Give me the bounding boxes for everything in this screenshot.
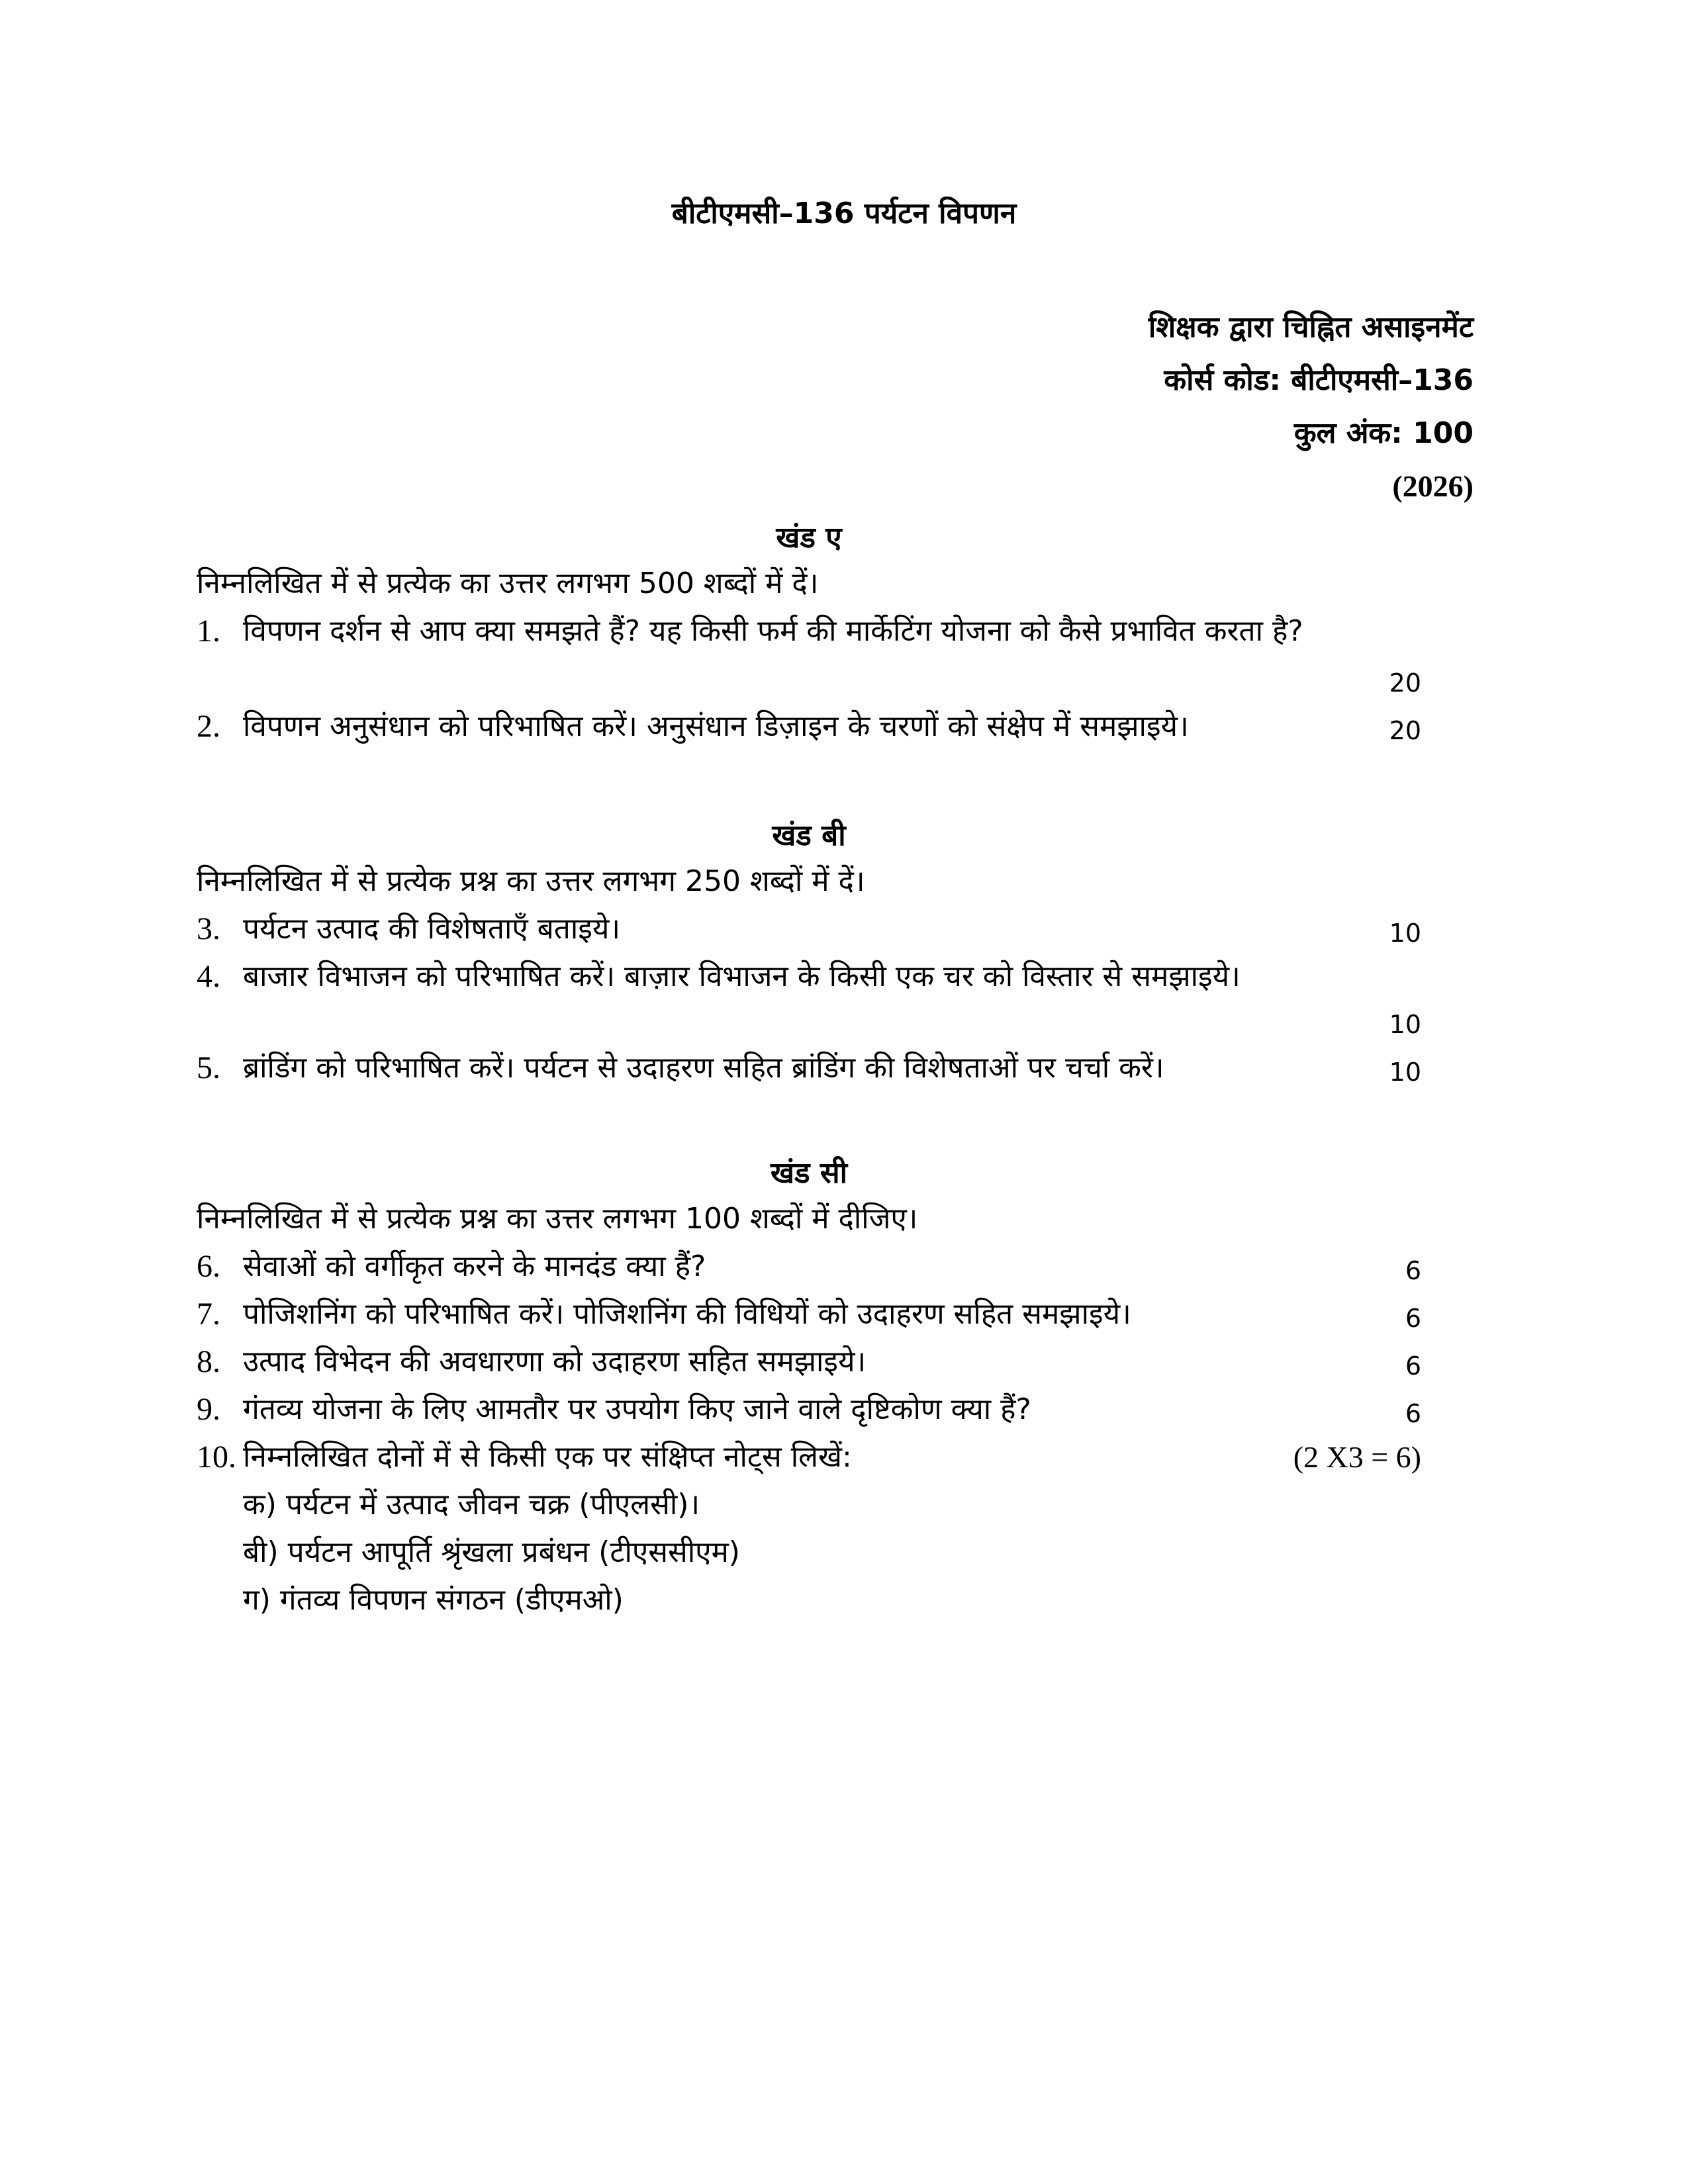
question [197, 1386, 1421, 1433]
question-number: 8. [197, 1344, 220, 1379]
question [197, 905, 1421, 953]
question [197, 1433, 1421, 1481]
question-text: विपणन अनुसंधान को परिभाषित करें। अनुसंधान डिज़ाइन के चरणों को संक्षेप में समझाइये। [243, 709, 1189, 743]
question [197, 1291, 1421, 1338]
section-heading: खंड सी [771, 1156, 847, 1190]
year: (2026) [1392, 469, 1474, 503]
sub-item: ग) गंतव्य विपणन संगठन (डीएमओ) [243, 1583, 624, 1617]
question-number: 5. [197, 1050, 220, 1085]
question-text: बाजार विभाजन को परिभाषित करें। बाज़ार विभाजन के किसी एक चर को विस्तार से समझाइये। [243, 960, 1241, 993]
question-number: 9. [197, 1392, 220, 1427]
question-marks: 10 [1389, 919, 1421, 948]
section-instruction: निम्नलिखित में से प्रत्येक प्रश्न का उत्तर लगभग 250 शब्दों में दें। [197, 864, 865, 898]
sub-item: बी) पर्यटन आपूर्ति श्रृंखला प्रबंधन (टीएससीएम) [243, 1535, 740, 1569]
question-text: विपणन दर्शन से आप क्या समझते हैं? यह किसी फर्म की मार्केटिंग योजना को कैसे प्रभावित करता है? [243, 614, 1303, 648]
course-code: कोर्स कोड: बीटीएमसी–136 [1164, 363, 1474, 397]
question-number: 6. [197, 1249, 220, 1284]
question-number: 1. [197, 614, 220, 649]
question-number: 7. [197, 1297, 220, 1332]
assignment-type: शिक्षक द्वारा चिह्नित असाइनमेंट [1148, 310, 1474, 344]
section-heading: खंड बी [772, 819, 846, 852]
question [197, 1338, 1421, 1386]
question-marks: (2 X3 = 6) [1293, 1440, 1421, 1474]
section-b [197, 814, 1421, 1092]
question-text: गंतव्य योजना के लिए आमतौर पर उपयोग किए जाने वाले दृष्टिकोण क्या हैं? [243, 1392, 1031, 1426]
total-marks: कुल अंक: 100 [1293, 416, 1474, 450]
question-marks: 6 [1405, 1351, 1421, 1381]
question-marks: 10 [1389, 1010, 1421, 1039]
section-instruction: निम्नलिखित में से प्रत्येक का उत्तर लगभग 500 शब्दों में दें। [197, 567, 819, 600]
section-heading: खंड ए [776, 521, 842, 555]
question-marks: 6 [1405, 1399, 1421, 1428]
question [197, 608, 1421, 703]
question [197, 953, 1421, 1044]
question-text: पर्यटन उत्पाद की विशेषताएँ बताइये। [243, 912, 621, 946]
question-text: उत्पाद विभेदन की अवधारणा को उदाहरण सहित समझाइये। [243, 1345, 867, 1379]
question [197, 1044, 1421, 1092]
section-instruction: निम्नलिखित में से प्रत्येक प्रश्न का उत्तर लगभग 100 शब्दों में दीजिए। [197, 1202, 918, 1236]
question-marks: 6 [1405, 1256, 1421, 1285]
question-marks: 20 [1389, 668, 1421, 698]
question-marks: 20 [1389, 716, 1421, 745]
question-marks: 6 [1405, 1304, 1421, 1333]
question-number: 3. [197, 911, 220, 946]
sub-item: क) पर्यटन में उत्पाद जीवन चक्र (पीएलसी)। [243, 1488, 700, 1522]
question [197, 1243, 1421, 1291]
question-text: पोजिशनिंग को परिभाषित करें। पोजिशनिंग की विधियों को उदाहरण सहित समझाइये। [243, 1297, 1131, 1331]
question [197, 703, 1421, 751]
question-number: 10. [197, 1439, 236, 1475]
question-text: निम्नलिखित दोनों में से किसी एक पर संक्षिप्त नोट्स लिखें: [243, 1440, 852, 1474]
page-title: बीटीएमसी–136 पर्यटन विपणन [671, 197, 1017, 230]
question-number: 4. [197, 959, 220, 994]
question-marks: 10 [1389, 1058, 1421, 1087]
section-c [197, 1152, 1421, 1624]
assignment-meta [1149, 301, 1474, 513]
question-text: ब्रांडिंग को परिभाषित करें। पर्यटन से उदाहरण सहित ब्रांडिंग की विशेषताओं पर चर्चा करें। [243, 1051, 1164, 1085]
section-a [197, 516, 1421, 751]
question-text: सेवाओं को वर्गीकृत करने के मानदंड क्या हैं? [243, 1250, 706, 1283]
question-number: 2. [197, 709, 220, 744]
